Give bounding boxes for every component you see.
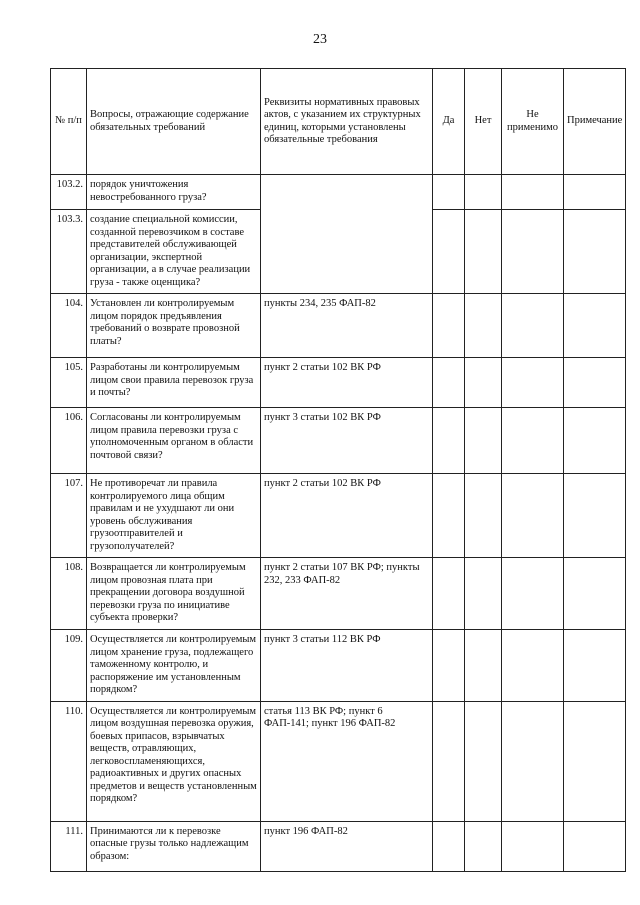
row-reference: пункт 3 статьи 112 ВК РФ — [261, 630, 433, 702]
page-number: 23 — [313, 32, 327, 47]
cell-note — [564, 210, 626, 294]
row-number: 103.3. — [51, 210, 87, 294]
cell-yes — [433, 474, 465, 558]
header-question: Вопросы, отражающие содержание обязательных требований — [87, 69, 261, 175]
row-question: Принимаются ли к перевозке опасные грузы только надлежащим образом: — [87, 821, 261, 871]
row-number: 104. — [51, 294, 87, 358]
cell-not-applicable — [502, 358, 564, 408]
row-reference: пункт 2 статьи 102 ВК РФ — [261, 474, 433, 558]
row-question: Установлен ли контролируемым лицом порядок предъявления требований о возврате провозной платы? — [87, 294, 261, 358]
cell-no — [465, 210, 502, 294]
cell-yes — [433, 408, 465, 474]
row-question: порядок уничтожения невостребованного груза? — [87, 175, 261, 210]
table-row — [51, 474, 626, 558]
row-number: 107. — [51, 474, 87, 558]
header-num: № п/п — [51, 69, 87, 175]
cell-yes — [433, 821, 465, 871]
cell-not-applicable — [502, 821, 564, 871]
row-number: 106. — [51, 408, 87, 474]
cell-yes — [433, 294, 465, 358]
cell-yes — [433, 558, 465, 630]
row-number: 109. — [51, 630, 87, 702]
cell-yes — [433, 175, 465, 210]
cell-not-applicable — [502, 474, 564, 558]
cell-no — [465, 701, 502, 821]
cell-note — [564, 558, 626, 630]
cell-note — [564, 701, 626, 821]
cell-note — [564, 294, 626, 358]
row-reference: пункты 234, 235 ФАП-82 — [261, 294, 433, 358]
table-row — [51, 408, 626, 474]
cell-not-applicable — [502, 408, 564, 474]
row-reference — [261, 175, 433, 294]
table-row — [51, 558, 626, 630]
row-number: 110. — [51, 701, 87, 821]
cell-not-applicable — [502, 294, 564, 358]
header-note: Примечание — [564, 69, 626, 175]
cell-note — [564, 175, 626, 210]
cell-no — [465, 408, 502, 474]
cell-not-applicable — [502, 630, 564, 702]
cell-no — [465, 558, 502, 630]
cell-note — [564, 821, 626, 871]
row-question: Осуществляется ли контролируемым лицом хранение груза, подлежащего таможенному контролю, и распоряжение им установленным порядком? — [87, 630, 261, 702]
cell-no — [465, 821, 502, 871]
table-row — [51, 358, 626, 408]
table-row — [51, 630, 626, 702]
table-row — [51, 175, 626, 210]
row-question: Согласованы ли контролируемым лицом правила перевозки груза с уполномоченным органом в области почтовой связи? — [87, 408, 261, 474]
table-body — [51, 175, 626, 872]
row-reference: пункт 2 статьи 102 ВК РФ — [261, 358, 433, 408]
row-question: Не противоречат ли правила контролируемого лица общим правилам и не ухудшают ли они уровень обслуживания грузоотправителей и грузополучателей? — [87, 474, 261, 558]
row-number: 105. — [51, 358, 87, 408]
row-number: 108. — [51, 558, 87, 630]
cell-no — [465, 630, 502, 702]
checklist-table — [50, 68, 626, 872]
table-row — [51, 701, 626, 821]
table-row — [51, 821, 626, 871]
row-question: создание специальной комиссии, созданной перевозчиком в составе представителей обслуживающей организации, экспертной организации, а в случае реализации груза - также оценщика? — [87, 210, 261, 294]
row-number: 111. — [51, 821, 87, 871]
cell-not-applicable — [502, 558, 564, 630]
cell-yes — [433, 630, 465, 702]
row-reference: пункт 3 статьи 102 ВК РФ — [261, 408, 433, 474]
header-reference: Реквизиты нормативных правовых актов, с указанием их структурных единиц, которыми установлены обязательные требования — [261, 69, 433, 175]
cell-not-applicable — [502, 210, 564, 294]
row-question: Разработаны ли контролируемым лицом свои правила перевозок груза и почты? — [87, 358, 261, 408]
cell-no — [465, 358, 502, 408]
header-no: Нет — [465, 69, 502, 175]
row-reference: статья 113 ВК РФ; пункт 6 ФАП-141; пункт 196 ФАП-82 — [261, 701, 433, 821]
cell-note — [564, 408, 626, 474]
cell-no — [465, 474, 502, 558]
cell-note — [564, 474, 626, 558]
cell-not-applicable — [502, 175, 564, 210]
cell-note — [564, 630, 626, 702]
cell-yes — [433, 701, 465, 821]
table-header-row — [51, 69, 626, 175]
cell-note — [564, 358, 626, 408]
table-row — [51, 294, 626, 358]
cell-yes — [433, 358, 465, 408]
cell-no — [465, 294, 502, 358]
cell-yes — [433, 210, 465, 294]
row-reference: пункт 196 ФАП-82 — [261, 821, 433, 871]
cell-not-applicable — [502, 701, 564, 821]
row-question: Осуществляется ли контролируемым лицом воздушная перевозка оружия, боевых припасов, взрывчатых веществ, отравляющих, легковоспламеняющихся, радиоактивных и других опасных предметов и веществ установленным порядком? — [87, 701, 261, 821]
header-yes: Да — [433, 69, 465, 175]
row-reference: пункт 2 статьи 107 ВК РФ; пункты 232, 233 ФАП-82 — [261, 558, 433, 630]
row-question: Возвращается ли контролируемым лицом провозная плата при прекращении договора воздушной перевозки груза по инициативе субъекта проверки? — [87, 558, 261, 630]
row-number: 103.2. — [51, 175, 87, 210]
cell-no — [465, 175, 502, 210]
header-not-applicable: Не применимо — [502, 69, 564, 175]
